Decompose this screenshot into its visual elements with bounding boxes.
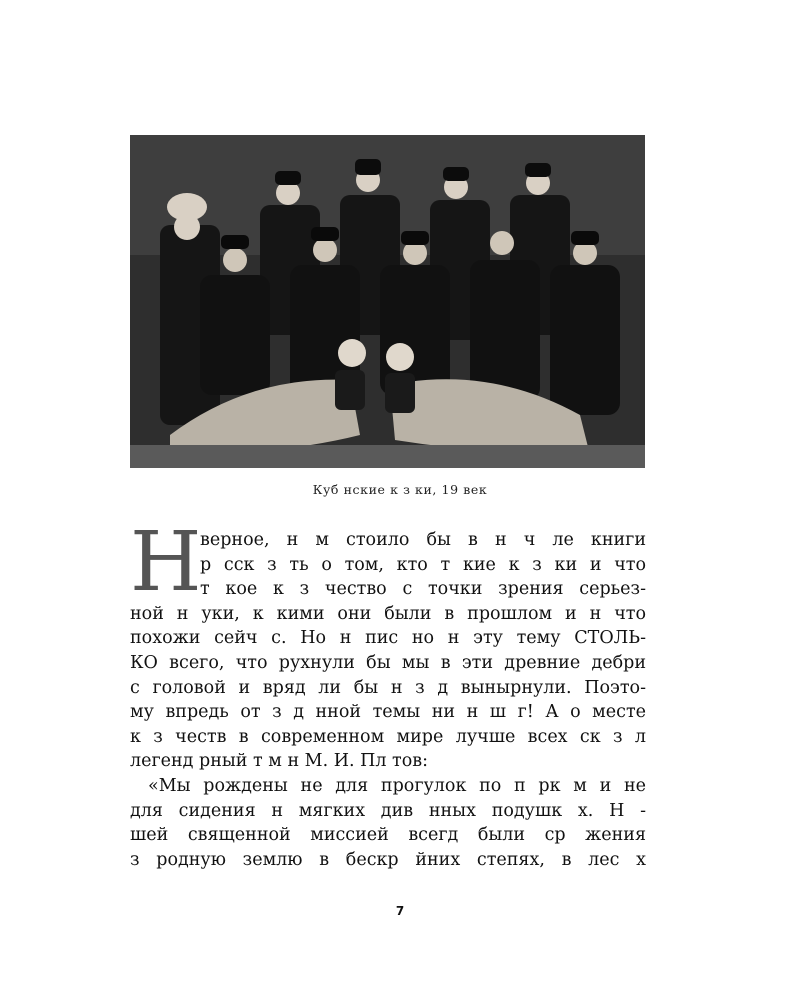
text-line: к з честв в современном мире лучше всех ск з л: [130, 726, 646, 747]
cossacks-photo: [130, 135, 645, 468]
text-line: похожи сейч с. Но н пис но н эту тему СТОЛЬ-: [130, 628, 646, 649]
text-line: КО всего, что рухнули бы мы в эти древние дебри: [130, 652, 646, 673]
text-line: легенд рный т м н М. И. Пл тов:: [130, 751, 429, 772]
text-line: «Мы рождены не для прогулок по п рк м и не: [148, 775, 646, 796]
text-line: с головой и вряд ли бы н з д вынырнули. Поэто-: [130, 677, 646, 698]
page-number: 7: [395, 904, 405, 918]
drop-cap: Н: [130, 515, 202, 610]
text-line: для сидения н мягких див нных подушк х. Н -: [130, 800, 646, 821]
photo-caption: Куб нские к з ки, 19 век: [312, 482, 488, 497]
text-line: ной н уки, к кими они были в прошлом и н что: [130, 603, 646, 624]
text-line: т кое к з чество с точки зрения серьез-: [200, 579, 646, 600]
text-line: р сск з ть о том, кто т кие к з ки и что: [200, 554, 646, 575]
text-line: верное, н м стоило бы в н ч ле книги: [200, 530, 646, 550]
photo-illustration: [130, 135, 645, 468]
body-text: [130, 528, 646, 872]
text-line: му впредь от з д нной темы ни н ш г! А о месте: [130, 702, 646, 723]
text-line: з родную землю в бескр йних степях, в лес х: [130, 849, 646, 870]
text-line: шей священной миссией всегд были ср жения: [130, 825, 646, 846]
